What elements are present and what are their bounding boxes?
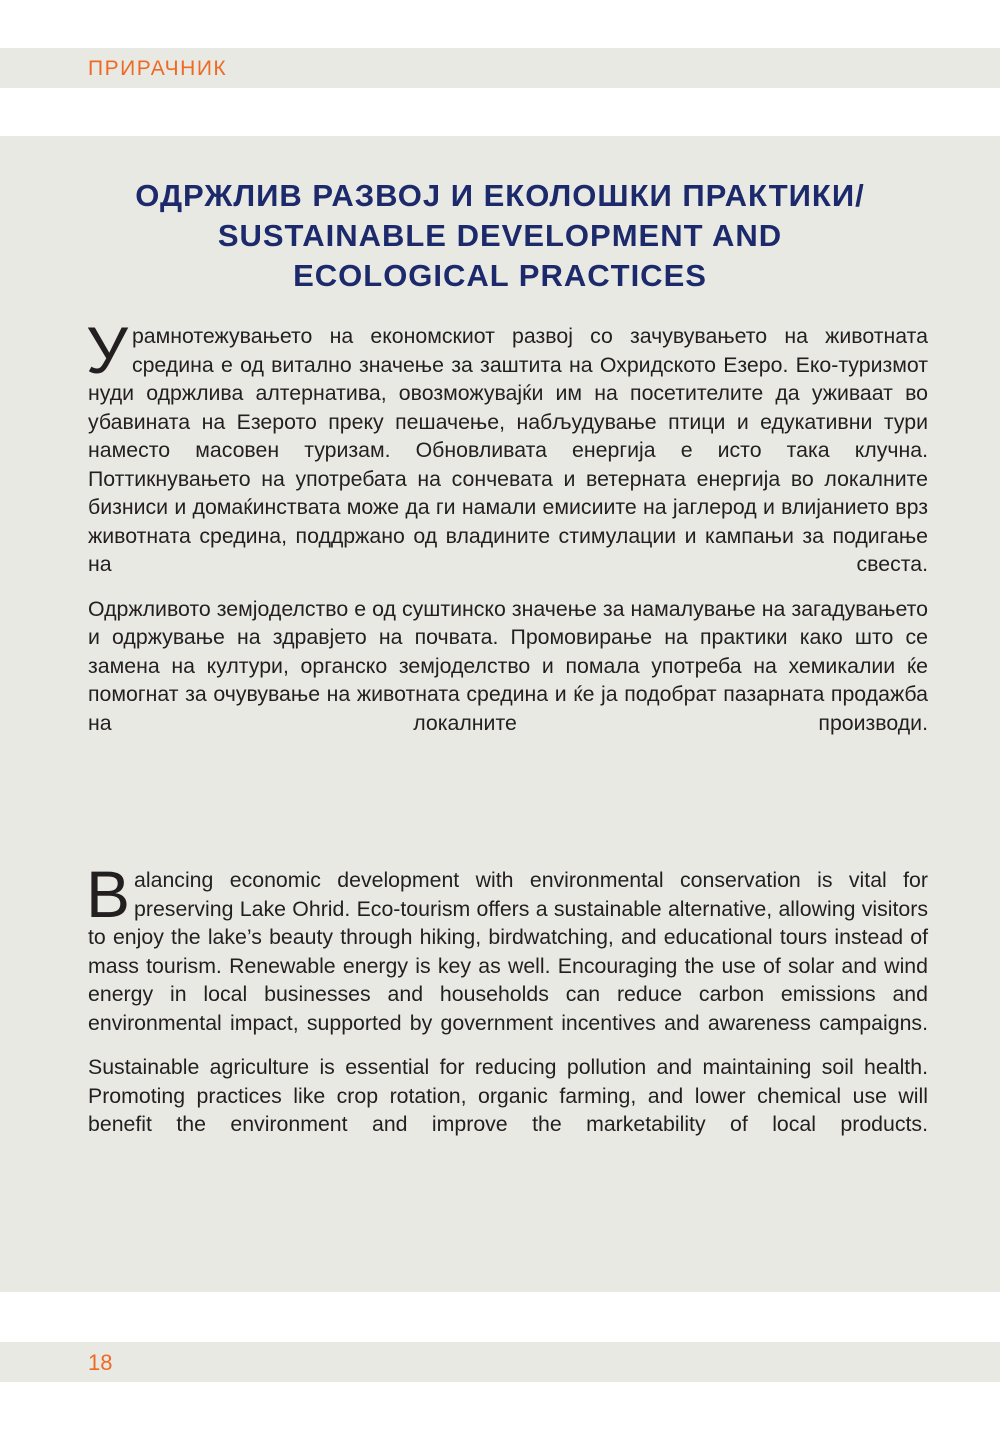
english-paragraph-2: Sustainable agriculture is essential for reducing pollution and maintaining soil health. Promoting practices like crop rotation, organic farming, and lower chemical use will benefit the environment and improve the marketability of local products. — [88, 1055, 928, 1136]
macedonian-dropcap: У — [86, 313, 128, 387]
english-dropcap: B — [86, 857, 131, 931]
header-label: ПРИРАЧНИК — [88, 57, 228, 80]
title-line-1: ОДРЖЛИВ РАЗВОЈ И ЕКОЛОШКИ ПРАКТИКИ/ — [135, 178, 865, 213]
english-paragraph-1-text: alancing economic development with environmental conservation is vital for preserving Lake Ohrid. Eco-tourism offers a sustainable alternative, allowing visitors to enjoy the lake’s beauty through hiking, birdwatching, and educational tours instead of mass tourism. Renewable energy is key as well. Encouraging the use of solar and wind energy in local businesses and households can reduce carbon emissions and environmental impact, supported by government incentives and awareness campaigns. — [88, 868, 928, 1035]
macedonian-paragraph-2: Одржливото земјоделство е од суштинско значење за намалување на загадувањето и одржување на здравјето на почвата. Промовирање на практики како што се замена на култури, органско земјоделство и помала употреба на хемикалии ќе помогнат за очувување на животната средина и ќе ја подобрат пазарната продажба на локалните производи. — [88, 596, 928, 735]
header-band — [0, 48, 1000, 88]
page-title — [60, 176, 940, 296]
macedonian-paragraph-1-text: рамнотежувањето на економскиот развој со зачувувањето на животната средина е од витално значење за заштита на Охридското Езеро. Еко-туризмот нуди одржлива алтернатива, овозможувајќи им на посетителите да уживаат во убавината на Езерото преку пешачење, набљудување птици и едукативни тури наместо масовен туризам. Обновливата енергија е исто така клучна. Поттикнувањето на употребата на сончевата и ветерната енергија во локалните бизниси и домаќинствата може да ги намали емисиите на јаглерод и влијанието врз животната средина, поддржано од владините стимулации и кампањи за подигање на свеста. — [88, 324, 928, 576]
macedonian-paragraph-1 — [86, 313, 928, 579]
content-panel — [0, 136, 1000, 1292]
english-text-block — [86, 857, 928, 1155]
title-line-3: ECOLOGICAL PRACTICES — [293, 258, 707, 293]
title-line-2: SUSTAINABLE DEVELOPMENT AND — [217, 218, 783, 253]
footer-band — [0, 1342, 1000, 1382]
macedonian-text-block — [86, 313, 928, 753]
page-number: 18 — [88, 1350, 113, 1375]
english-paragraph-1 — [86, 857, 928, 1037]
